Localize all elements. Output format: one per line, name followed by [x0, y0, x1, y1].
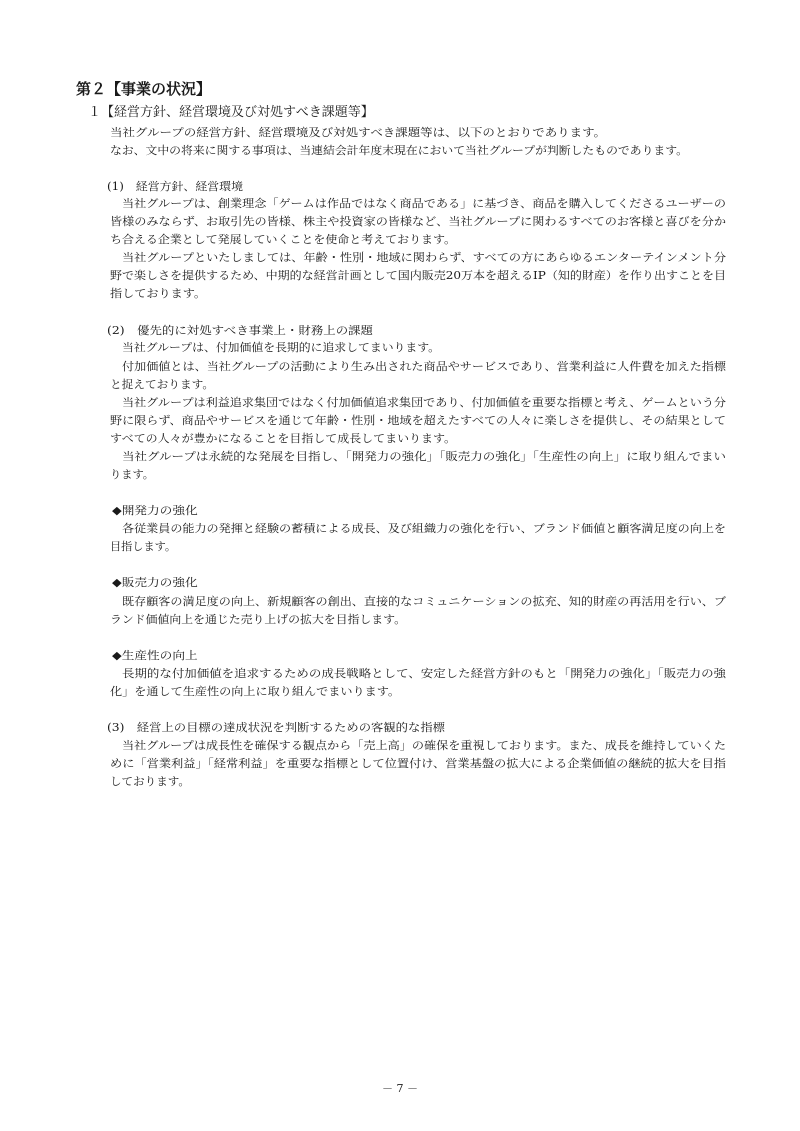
intro-line: なお、文中の将来に関する事項は、当連結会計年度末現在において当社グループが判断したものであります。 [110, 144, 688, 157]
bullet-heading: ◆開発力の強化 [112, 504, 198, 517]
document-heading: 第２【事業の状況】 [76, 80, 212, 98]
paragraph-line: 付加価値とは、当社グループの活動により生み出された商品やサービスであり、営業利益に人件費を加えた指標 [122, 360, 726, 373]
paragraph-line: 当社グループは利益追求集団ではなく付加価値追求集団であり、付加価値を重要な指標と考え、ゲームという分 [122, 396, 726, 409]
paragraph-line: 当社グループは永続的な発展を目指し、「開発力の強化」「販売力の強化」「生産性の向上」に取り組んでまい [122, 450, 726, 463]
paragraph-line: ち合える企業として発展していくことを使命と考えております。 [110, 233, 456, 246]
paragraph-line: 当社グループは、付加価値を長期的に追求してまいります。 [122, 341, 440, 354]
paragraph-line: 長期的な付加価値を追求するための成長戦略として、安定した経営方針のもと「開発力の強化」「販売力の強 [122, 667, 726, 680]
paragraph-line: しております。 [110, 775, 190, 788]
paragraph-line: 皆様のみならず、お取引先の皆様、株主や投資家の皆様など、当社グループに関わるすべてのお客様と喜びを分か [110, 215, 726, 228]
paragraph-line: と捉えております。 [110, 378, 214, 391]
subsection-title: (1) 経営方針、経営環境 [107, 180, 243, 193]
paragraph-line: すべての人々が豊かになることを目指して成長してまいります。 [110, 432, 456, 445]
paragraph-line: 指しております。 [110, 287, 206, 300]
paragraph-line: ります。 [110, 468, 154, 481]
paragraph-line: 目指します。 [110, 540, 176, 553]
paragraph-line: 各従業員の能力の発揮と経験の蓄積による成長、及び組織力の強化を行い、ブランド価値と顧客満足度の向上を [122, 522, 726, 535]
intro-line: 当社グループの経営方針、経営環境及び対処すべき課題等は、以下のとおりであります。 [110, 126, 606, 139]
paragraph-line: めに「営業利益」「経常利益」を重要な指標として位置付け、営業基盤の拡大による企業価値の継続的拡大を目指 [110, 757, 726, 770]
paragraph-line: 既存顧客の満足度の向上、新規顧客の創出、直接的なコミュニケーションの拡充、知的財産の再活用を行い、ブ [122, 595, 726, 608]
subsection-title: (2) 優先的に対処すべき事業上・財務上の課題 [107, 324, 373, 337]
paragraph-line: 当社グループは、創業理念「ゲームは作品ではなく商品である」に基づき、商品を購入してくださるユーザーの [122, 197, 726, 210]
paragraph-line: ランド価値向上を通じた売り上げの拡大を目指します。 [110, 613, 406, 626]
page-number: － 7 － [382, 1082, 418, 1095]
paragraph-line: 野で楽しさを提供するため、中期的な経営計画として国内販売20万本を超えるIP（知的財産）を作り出すことを目 [110, 269, 726, 282]
section-title: １【経営方針、経営環境及び対処すべき課題等】 [88, 105, 374, 120]
paragraph-line: 化」を通して生産性の向上に取り組んでまいります。 [110, 685, 400, 698]
bullet-heading: ◆生産性の向上 [112, 649, 198, 662]
paragraph-line: 当社グループは成長性を確保する観点から「売上高」の確保を重視しております。また、成長を維持していくた [122, 739, 726, 752]
subsection-title: (3) 経営上の目標の達成状況を判断するための客観的な指標 [107, 721, 445, 734]
paragraph-line: 当社グループといたしましては、年齢・性別・地域に関わらず、すべての方にあらゆるエンターテインメント分 [122, 251, 727, 264]
bullet-heading: ◆販売力の強化 [112, 576, 198, 589]
paragraph-line: 野に限らず、商品やサービスを通じて年齢・性別・地域を超えたすべての人々に楽しさを提供し、その結果として [110, 414, 726, 427]
